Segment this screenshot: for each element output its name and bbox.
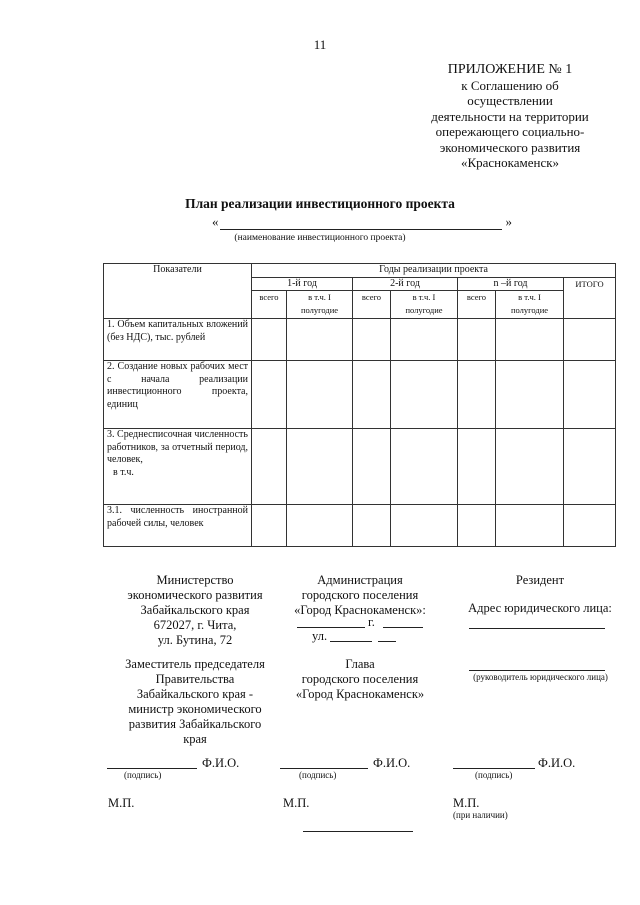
administration-city-line[interactable] [383,627,423,628]
open-quote: « [212,214,219,229]
administration-signature-line[interactable] [280,768,368,769]
ministry-position-line: края [183,732,207,746]
resident-head-line[interactable] [469,670,605,671]
table-cell[interactable] [287,429,353,505]
project-name-caption: (наименование инвестиционного проекта) [234,233,406,243]
ministry-line: Забайкальского края [140,603,250,617]
ministry-line: 672027, г. Чита, [153,618,237,632]
table-cell[interactable] [564,361,616,429]
administration-signature-caption: (подпись) [299,770,337,780]
resident-address-line[interactable] [469,628,605,629]
header-total: ИТОГО [564,277,616,319]
header-indicators: Показатели [104,264,252,319]
resident-fio: Ф.И.О. [538,756,576,770]
table-cell[interactable] [353,361,391,429]
ministry-line: ул. Бутина, 72 [157,633,233,647]
resident-head-caption: (руководитель юридического лица) [473,672,608,682]
indicator-label: 1. Объем капитальных вложений (без НДС), тыс. рублей [104,319,252,361]
administration-street: ул. [312,629,328,643]
table-cell[interactable] [287,319,353,361]
ministry-position-line: Заместитель председателя [125,657,265,671]
table-cell[interactable] [252,429,287,505]
header-year-n: n –й год [458,277,564,291]
plan-table [103,263,616,547]
appendix-line: экономического развития [439,139,581,155]
administration-street-line[interactable] [330,641,372,642]
project-name-rule [220,229,502,230]
table-cell[interactable] [496,505,564,547]
administration-line: Администрация [317,573,403,587]
table-cell[interactable] [252,505,287,547]
table-cell[interactable] [353,429,391,505]
table-cell[interactable] [496,319,564,361]
header-year-2: 2-й год [353,277,458,291]
bottom-line [303,831,413,832]
ministry-line: экономического развития [127,588,263,602]
table-cell[interactable] [287,361,353,429]
table-cell[interactable] [391,505,458,547]
ministry-position [100,657,290,747]
table-cell[interactable] [564,429,616,505]
table-cell[interactable] [252,361,287,429]
appendix-line: опережающего социально- [435,124,585,139]
table-cell[interactable] [353,319,391,361]
appendix-line: деятельности на территории [431,108,589,124]
administration-position-line: городского поселения [301,672,419,686]
indicator-label: 3. Среднесписочная численность работников, за отчетный период, человек, [107,429,248,465]
header-half: в т.ч. I полугодие [287,291,353,319]
table-cell[interactable] [564,319,616,361]
ministry-position-line: министр экономического [128,702,262,716]
table-cell[interactable] [564,505,616,547]
table-cell[interactable] [496,429,564,505]
table-cell[interactable] [391,361,458,429]
header-all: всего [353,291,391,319]
ministry-stamp: М.П. [108,796,135,810]
indicator-cell [104,429,252,505]
table-cell[interactable] [458,319,496,361]
appendix-title: ПРИЛОЖЕНИЕ № 1 [447,62,573,77]
resident-signature-caption: (подпись) [475,770,513,780]
header-half: в т.ч. I полугодие [391,291,458,319]
indicator-label: 3.1. численность иностранной рабочей силы, человек [104,505,252,547]
resident-stamp-note: (при наличии) [453,810,508,820]
administration-position-line: Глава [345,657,375,671]
administration-line: «Город Краснокаменск»: [294,603,426,617]
plan-title: План реализации инвестиционного проекта [185,196,455,211]
resident-address-label: Адрес юридического лица: [468,601,612,615]
administration-city: г. [368,615,375,629]
administration-position [270,657,450,702]
table-cell[interactable] [496,361,564,429]
table-cell[interactable] [252,319,287,361]
ministry-block [100,573,290,648]
header-years: Годы реализации проекта [252,264,616,278]
header-year-1: 1-й год [252,277,353,291]
ministry-position-line: развития Забайкальского [128,717,262,731]
close-quote: » [505,214,512,229]
table-cell[interactable] [353,505,391,547]
table-row [104,361,616,429]
administration-position-line: «Город Краснокаменск» [295,687,425,701]
table-cell[interactable] [391,319,458,361]
indicator-label: 2. Создание новых рабочих мест с начала реализации инвестиционного проекта, единиц [104,361,252,429]
indicator-sublabel: в т.ч. [113,466,134,478]
table-cell[interactable] [391,429,458,505]
table-cell[interactable] [458,361,496,429]
administration-stamp: М.П. [283,796,310,810]
table-row [104,319,616,361]
appendix-line: осуществлении [467,93,553,108]
ministry-line: Министерство [156,573,234,587]
ministry-signature-caption: (подпись) [124,770,162,780]
ministry-fio: Ф.И.О. [202,756,240,770]
administration-index-line[interactable] [297,627,365,628]
administration-house-line[interactable] [378,641,396,642]
header-all: всего [458,291,496,319]
header-half: в т.ч. I полугодие [496,291,564,319]
appendix-line: «Краснокаменск» [460,155,560,170]
resident-stamp: М.П. [453,796,480,810]
table-cell[interactable] [458,505,496,547]
ministry-position-line: Забайкальского края - [136,687,254,701]
administration-fio: Ф.И.О. [373,756,411,770]
ministry-signature-line[interactable] [107,768,197,769]
resident-signature-line[interactable] [453,768,535,769]
resident-title: Резидент [515,573,565,587]
ministry-position-line: Правительства [155,672,235,686]
administration-block [270,573,450,618]
appendix-line: к Соглашению об [461,77,559,93]
table-row [104,505,616,547]
appendix-header [395,62,625,171]
administration-line: городского поселения [301,588,419,602]
table-cell[interactable] [287,505,353,547]
header-all: всего [252,291,287,319]
table-row [104,429,616,505]
page-number: 11 [313,37,327,52]
table-cell[interactable] [458,429,496,505]
